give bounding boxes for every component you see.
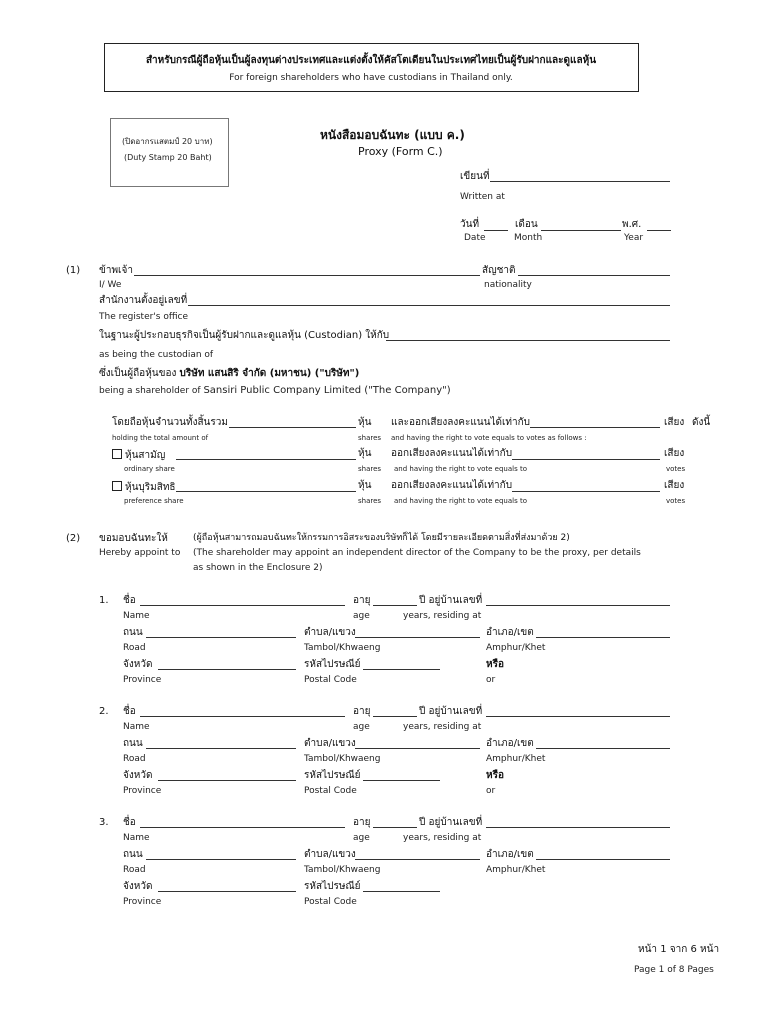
ordinary-share-label-english: ordinary share <box>124 465 175 473</box>
preference-shares-field[interactable] <box>176 491 356 492</box>
i-we-label-english: I/ We <box>99 280 122 290</box>
proxy-1-address-label-english: years, residing at <box>403 611 482 621</box>
header-thai-text: สำหรับกรณีผู้ถือหุ้นเป็นผู้ลงทุนต่างประเทศและแต่งตั้งให้คัสโตเดียนในประเทศไทยเป็นผู้รับฝากและดูแลหุ้น <box>145 55 597 66</box>
month-label-english: Month <box>514 233 543 243</box>
preference-share-row <box>112 481 176 493</box>
proxy-2-age-field[interactable] <box>373 716 417 717</box>
proxy-1-road-field[interactable] <box>146 637 296 638</box>
total-votes-unit-thai: เสียง <box>664 417 685 428</box>
proxy-3-age-field[interactable] <box>373 827 417 828</box>
proxy-1-amphur-field[interactable] <box>536 637 670 638</box>
preference-votes-unit-english: votes <box>666 497 686 505</box>
proxy-2-name-label-thai: ชื่อ <box>123 706 136 717</box>
proxy-1-or-label-thai: หรือ <box>486 659 504 670</box>
ordinary-share-row <box>112 449 165 461</box>
proxy-3-age-label-english: age <box>353 833 370 843</box>
proxy-1-age-label-thai: อายุ <box>353 595 371 606</box>
proxy-3-province-label-thai: จังหวัด <box>123 881 153 892</box>
proxy-1-tambol-label-thai: ตำบล/แขวง <box>304 627 356 638</box>
proxy-2-tambol-label-english: Tambol/Khwaeng <box>304 754 381 764</box>
custodian-field[interactable] <box>386 340 670 341</box>
proxy-3-name-label-english: Name <box>123 833 150 843</box>
as-follows-thai: ดังนี้ <box>692 417 711 428</box>
shareholder-prefix-english: being a shareholder of <box>99 386 201 396</box>
month-field[interactable] <box>541 230 621 231</box>
proxy-2-address-field[interactable] <box>486 716 670 717</box>
title-thai: หนังสือมอบฉันทะ (แบบ ค.) <box>320 128 465 142</box>
proxy-2-age-label-english: age <box>353 722 370 732</box>
proxy-3-province-field[interactable] <box>158 891 296 892</box>
proxy-3-amphur-label-english: Amphur/Khet <box>486 865 546 875</box>
proxy-2-road-label-english: Road <box>123 754 146 764</box>
proxy-1-tambol-label-english: Tambol/Khwaeng <box>304 643 381 653</box>
title-english: Proxy (Form C.) <box>358 145 443 158</box>
preference-votes-field[interactable] <box>512 491 660 492</box>
proxy-1-age-label-english: age <box>353 611 370 621</box>
appoint-note-english-1: (The shareholder may appoint an independent director of the Company to be the proxy, per details <box>193 548 641 558</box>
proxy-3-address-field[interactable] <box>486 827 670 828</box>
proxy-3-province-label-english: Province <box>123 897 162 907</box>
proxy-1-road-label-thai: ถนน <box>123 627 143 638</box>
proxy-2-road-field[interactable] <box>146 748 296 749</box>
total-votes-label-english: and having the right to vote equals to votes as follows : <box>391 434 587 442</box>
proxy-2-postal-label-thai: รหัสไปรษณีย์ <box>304 770 361 781</box>
office-field[interactable] <box>188 305 670 306</box>
proxy-3-amphur-label-thai: อำเภอ/เขต <box>486 849 534 860</box>
proxy-1-postal-label-english: Postal Code <box>304 675 357 685</box>
written-at-label-thai: เขียนที่ <box>460 171 490 182</box>
total-shares-label-thai: โดยถือหุ้นจำนวนทั้งสิ้นรวม <box>112 417 228 428</box>
proxy-2-postal-field[interactable] <box>363 780 440 781</box>
proxy-3-road-label-thai: ถนน <box>123 849 143 860</box>
preference-votes-label-thai: ออกเสียงลงคะแนนได้เท่ากับ <box>391 480 513 491</box>
stamp-english: (Duty Stamp 20 Baht) <box>124 153 212 162</box>
office-label-thai: สำนักงานตั้งอยู่เลขที่ <box>99 295 188 306</box>
proxy-2-province-label-thai: จังหวัด <box>123 770 153 781</box>
proxy-1-province-label-english: Province <box>123 675 162 685</box>
company-name-english: Sansiri Public Company Limited ("The Company") <box>203 385 451 396</box>
ordinary-shares-unit-english: shares <box>358 465 382 473</box>
preference-share-label-english: preference share <box>124 497 184 505</box>
proxy-1-address-label-thai: ปี อยู่บ้านเลขที่ <box>419 595 483 606</box>
date-label-thai: วันที่ <box>460 219 480 230</box>
appoint-label-thai: ขอมอบฉันทะให้ <box>99 533 168 544</box>
proxy-3-tambol-label-english: Tambol/Khwaeng <box>304 865 381 875</box>
proxy-2-province-field[interactable] <box>158 780 296 781</box>
proxy-2-address-label-english: years, residing at <box>403 722 482 732</box>
section-2-number: (2) <box>66 533 81 544</box>
proxy-3-address-label-thai: ปี อยู่บ้านเลขที่ <box>419 817 483 828</box>
proxy-3-road-field[interactable] <box>146 859 296 860</box>
nationality-label-thai: สัญชาติ <box>482 265 516 276</box>
proxy-2-amphur-label-thai: อำเภอ/เขต <box>486 738 534 749</box>
proxy-2-tambol-field[interactable] <box>355 748 480 749</box>
proxy-3-tambol-label-thai: ตำบล/แขวง <box>304 849 356 860</box>
proxy-2-postal-label-english: Postal Code <box>304 786 357 796</box>
proxy-3-road-label-english: Road <box>123 865 146 875</box>
year-field[interactable] <box>647 230 671 231</box>
proxy-1-address-field[interactable] <box>486 605 670 606</box>
preference-share-checkbox[interactable] <box>112 481 122 491</box>
ordinary-votes-field[interactable] <box>512 459 660 460</box>
proxy-2-name-field[interactable] <box>140 716 345 717</box>
shareholder-prefix-thai: ซึ่งเป็นผู้ถือหุ้นของ <box>99 368 177 379</box>
total-votes-field[interactable] <box>530 427 660 428</box>
date-label-english: Date <box>464 233 486 243</box>
ordinary-share-checkbox[interactable] <box>112 449 122 459</box>
appoint-label-english: Hereby appoint to <box>99 548 181 558</box>
custodian-label-english: as being the custodian of <box>99 350 214 360</box>
proxy-2-age-label-thai: อายุ <box>353 706 371 717</box>
section-1-number: (1) <box>66 265 81 276</box>
shareholder-line-thai <box>99 369 359 379</box>
header-english-text: For foreign shareholders who have custodians in Thailand only. <box>229 73 513 83</box>
written-at-label-english: Written at <box>460 192 505 202</box>
ordinary-votes-unit-thai: เสียง <box>664 448 685 459</box>
proxy-3-amphur-field[interactable] <box>536 859 670 860</box>
proxy-2-proxy-number: 2. <box>99 706 109 717</box>
proxy-3-age-label-thai: อายุ <box>353 817 371 828</box>
preference-votes-label-english: and having the right to vote equals to <box>394 497 527 505</box>
proxy-3-tambol-field[interactable] <box>355 859 480 860</box>
proxy-2-or-label-english: or <box>486 786 496 796</box>
total-votes-label-thai: และออกเสียงลงคะแนนได้เท่ากับ <box>391 417 531 428</box>
preference-shares-unit-thai: หุ้น <box>358 480 372 491</box>
company-name-thai: บริษัท แสนสิริ จำกัด (มหาชน) ("บริษัท") <box>179 368 360 379</box>
proxy-2-amphur-field[interactable] <box>536 748 670 749</box>
ordinary-votes-unit-english: votes <box>666 465 686 473</box>
nationality-field[interactable] <box>518 275 670 276</box>
proxy-2-address-label-thai: ปี อยู่บ้านเลขที่ <box>419 706 483 717</box>
proxy-1-or-label-english: or <box>486 675 496 685</box>
ordinary-shares-field[interactable] <box>176 459 356 460</box>
stamp-thai: (ปิดอากรแสตมป์ 20 บาท) <box>122 137 213 146</box>
i-we-label-thai: ข้าพเจ้า <box>99 265 133 276</box>
proxy-1-road-label-english: Road <box>123 643 146 653</box>
proxy-3-address-label-english: years, residing at <box>403 833 482 843</box>
total-shares-label-english: holding the total amount of <box>112 434 209 442</box>
year-label-thai: พ.ศ. <box>622 219 642 230</box>
preference-shares-unit-english: shares <box>358 497 382 505</box>
page-number-english: Page 1 of 8 Pages <box>634 965 714 975</box>
proxy-1-name-label-thai: ชื่อ <box>123 595 136 606</box>
preference-share-label-thai: หุ้นบุริมสิทธิ <box>125 482 176 493</box>
ordinary-votes-label-thai: ออกเสียงลงคะแนนได้เท่ากับ <box>391 448 513 459</box>
proxy-3-proxy-number: 3. <box>99 817 109 828</box>
appoint-note-english-2: as shown in the Enclosure 2) <box>193 563 323 573</box>
year-label-english: Year <box>624 233 644 243</box>
proxy-2-amphur-label-english: Amphur/Khet <box>486 754 546 764</box>
proxy-1-name-label-english: Name <box>123 611 150 621</box>
proxy-3-name-field[interactable] <box>140 827 345 828</box>
proxy-3-name-label-thai: ชื่อ <box>123 817 136 828</box>
shareholder-line-english <box>99 386 451 396</box>
proxy-1-amphur-label-english: Amphur/Khet <box>486 643 546 653</box>
proxy-3-postal-label-english: Postal Code <box>304 897 357 907</box>
proxy-1-postal-label-thai: รหัสไปรษณีย์ <box>304 659 361 670</box>
date-field[interactable] <box>484 230 508 231</box>
proxy-1-name-field[interactable] <box>140 605 345 606</box>
nationality-label-english: nationality <box>484 280 532 290</box>
month-label-thai: เดือน <box>515 219 538 230</box>
proxy-3-postal-label-thai: รหัสไปรษณีย์ <box>304 881 361 892</box>
appoint-note-thai: (ผู้ถือหุ้นสามารถมอบฉันทะให้กรรมการอิสระของบริษัทก็ได้ โดยมีรายละเอียดตามสิ่งที่ส่งมาด้วย 2) <box>193 533 570 543</box>
proxy-1-province-label-thai: จังหวัด <box>123 659 153 670</box>
proxy-2-road-label-thai: ถนน <box>123 738 143 749</box>
proxy-3-postal-field[interactable] <box>363 891 440 892</box>
proxy-2-province-label-english: Province <box>123 786 162 796</box>
page-number-thai: หน้า 1 จาก 6 หน้า <box>638 944 720 955</box>
proxy-1-postal-field[interactable] <box>363 669 440 670</box>
proxy-2-or-label-thai: หรือ <box>486 770 504 781</box>
proxy-1-province-field[interactable] <box>158 669 296 670</box>
office-label-english: The register's office <box>99 312 189 322</box>
preference-votes-unit-thai: เสียง <box>664 480 685 491</box>
proxy-1-proxy-number: 1. <box>99 595 109 606</box>
proxy-1-tambol-field[interactable] <box>355 637 480 638</box>
proxy-1-amphur-label-thai: อำเภอ/เขต <box>486 627 534 638</box>
proxy-2-tambol-label-thai: ตำบล/แขวง <box>304 738 356 749</box>
ordinary-shares-unit-thai: หุ้น <box>358 448 372 459</box>
total-shares-unit-english: shares <box>358 434 382 442</box>
ordinary-votes-label-english: and having the right to vote equals to <box>394 465 527 473</box>
header-box <box>104 43 639 92</box>
ordinary-share-label-thai: หุ้นสามัญ <box>125 450 166 461</box>
total-shares-unit-thai: หุ้น <box>358 417 372 428</box>
custodian-label-thai: ในฐานะผู้ประกอบธุรกิจเป็นผู้รับฝากและดูแลหุ้น (Custodian) ให้กับ <box>99 330 390 341</box>
written-at-field[interactable] <box>490 181 670 182</box>
proxy-1-age-field[interactable] <box>373 605 417 606</box>
i-we-field[interactable] <box>134 275 480 276</box>
proxy-2-name-label-english: Name <box>123 722 150 732</box>
total-shares-field[interactable] <box>229 427 356 428</box>
